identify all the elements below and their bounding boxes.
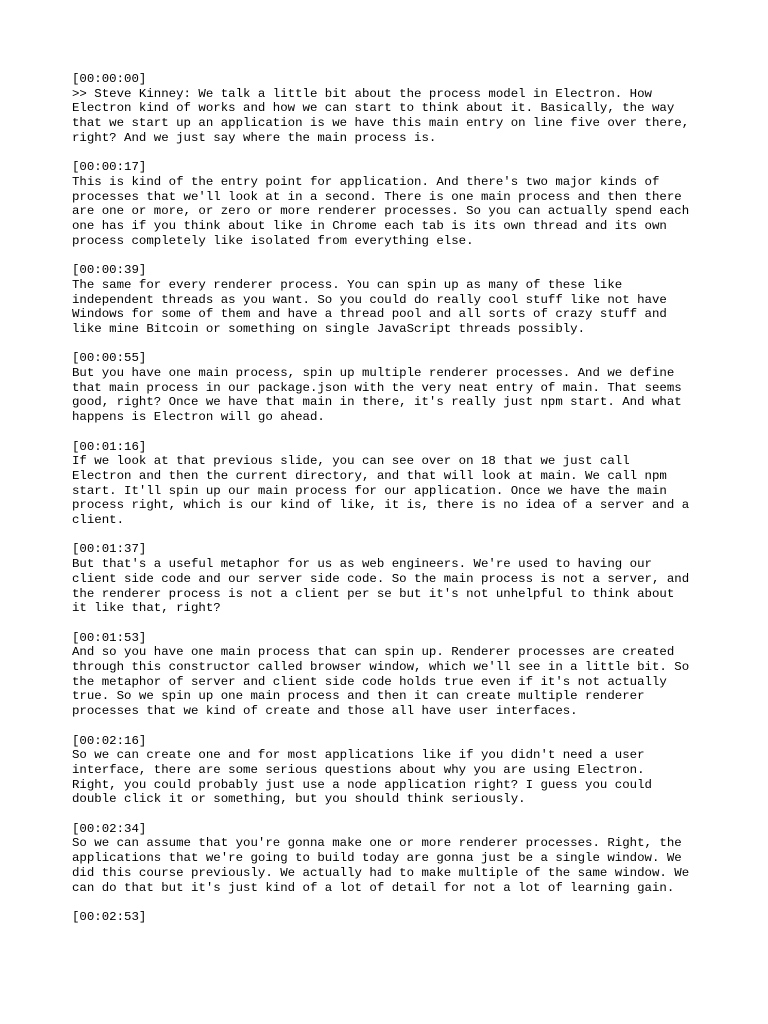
transcript-entry bbox=[72, 160, 712, 248]
transcript-line: This is kind of the entry point for application. And there's two major kinds of bbox=[72, 174, 660, 189]
timestamp: [00:00:39] bbox=[72, 263, 147, 278]
transcript-line: one has if you think about like in Chrome each tab is its own thread and its own bbox=[72, 219, 667, 234]
transcript-line: So we can create one and for most applications like if you didn't need a user bbox=[72, 748, 645, 763]
transcript-entry bbox=[72, 440, 712, 528]
transcript-line: the renderer process is not a client per se but it's not unhelpful to think about bbox=[72, 586, 675, 601]
timestamp: [00:00:00] bbox=[72, 72, 147, 86]
transcript-line: true. So we spin up one main process and then it can create multiple renderer bbox=[72, 689, 645, 704]
timestamp: [00:02:34] bbox=[72, 821, 147, 836]
transcript-entry bbox=[72, 263, 712, 337]
transcript-entry bbox=[72, 542, 712, 616]
transcript-line: client side code and our server side code. So the main process is not a server, and bbox=[72, 571, 690, 586]
timestamp: [00:02:53] bbox=[72, 909, 147, 924]
transcript-line: good, right? Once we have that main in there, it's really just npm start. And what bbox=[72, 395, 682, 410]
transcript-line: And so you have one main process that can spin up. Renderer processes are created bbox=[72, 645, 675, 660]
transcript-entry bbox=[72, 72, 712, 146]
transcript-line: double click it or something, but you should think seriously. bbox=[72, 792, 526, 807]
transcript-line: interface, there are some serious questions about why you are using Electron. bbox=[72, 762, 645, 777]
transcript-entry bbox=[72, 910, 712, 925]
transcript-line: But you have one main process, spin up multiple renderer processes. And we define bbox=[72, 366, 675, 381]
transcript-body bbox=[72, 72, 712, 925]
transcript-line: processes that we kind of create and those all have user interfaces. bbox=[72, 704, 578, 719]
transcript-line: right? And we just say where the main process is. bbox=[72, 130, 437, 145]
transcript-line: that we start up an application is we have this main entry on line five over there, bbox=[72, 116, 690, 131]
transcript-line: Windows for some of them and have a thread pool and all sorts of crazy stuff and bbox=[72, 307, 667, 322]
timestamp: [00:00:17] bbox=[72, 160, 147, 175]
transcript-line: through this constructor called browser window, which we'll see in a little bit. So bbox=[72, 660, 690, 675]
transcript-line: Electron kind of works and how we can start to think about it. Basically, the way bbox=[72, 101, 675, 116]
transcript-line: like mine Bitcoin or something on single JavaScript threads possibly. bbox=[72, 321, 586, 336]
timestamp: [00:01:53] bbox=[72, 630, 147, 645]
transcript-line: are one or more, or zero or more renderer processes. So you can actually spend each bbox=[72, 204, 690, 219]
transcript-line: happens is Electron will go ahead. bbox=[72, 410, 325, 425]
transcript-line: process right, which is our kind of like, it is, there is no idea of a server and a bbox=[72, 498, 690, 513]
timestamp: [00:02:16] bbox=[72, 733, 147, 748]
timestamp: [00:00:55] bbox=[72, 351, 147, 366]
transcript-line: the metaphor of server and client side code holds true even if it's not actually bbox=[72, 674, 667, 689]
transcript-line: The same for every renderer process. You can spin up as many of these like bbox=[72, 277, 623, 292]
transcript-line: applications that we're going to build today are gonna just be a single window. We bbox=[72, 851, 682, 866]
transcript-line: it like that, right? bbox=[72, 601, 221, 616]
transcript-line: If we look at that previous slide, you can see over on 18 that we just call bbox=[72, 454, 630, 469]
transcript-line: process completely like isolated from everything else. bbox=[72, 233, 474, 248]
transcript-line: Electron and then the current directory, and that will look at main. We call npm bbox=[72, 468, 667, 483]
transcript-line: client. bbox=[72, 513, 125, 528]
transcript-line: But that's a useful metaphor for us as web engineers. We're used to having our bbox=[72, 557, 652, 572]
transcript-entry bbox=[72, 734, 712, 808]
transcript-line: that main process in our package.json with the very neat entry of main. That seems bbox=[72, 380, 682, 395]
transcript-entry bbox=[72, 631, 712, 719]
transcript-line: start. It'll spin up our main process for our application. Once we have the main bbox=[72, 483, 667, 498]
transcript-line: can do that but it's just kind of a lot of detail for not a lot of learning gain. bbox=[72, 880, 675, 895]
transcript-line: processes that we'll look at in a second. There is one main process and then there bbox=[72, 189, 682, 204]
transcript-line: did this course previously. We actually had to make multiple of the same window. We bbox=[72, 865, 690, 880]
transcript-line: independent threads as you want. So you could do really cool stuff like not have bbox=[72, 292, 667, 307]
timestamp: [00:01:37] bbox=[72, 542, 147, 557]
transcript-line: >> Steve Kinney: We talk a little bit about the process model in Electron. How bbox=[72, 86, 652, 101]
transcript-entry bbox=[72, 822, 712, 896]
transcript-line: So we can assume that you're gonna make one or more renderer processes. Right, the bbox=[72, 836, 682, 851]
timestamp: [00:01:16] bbox=[72, 439, 147, 454]
transcript-entry bbox=[72, 351, 712, 425]
transcript-line: Right, you could probably just use a node application right? I guess you could bbox=[72, 777, 652, 792]
